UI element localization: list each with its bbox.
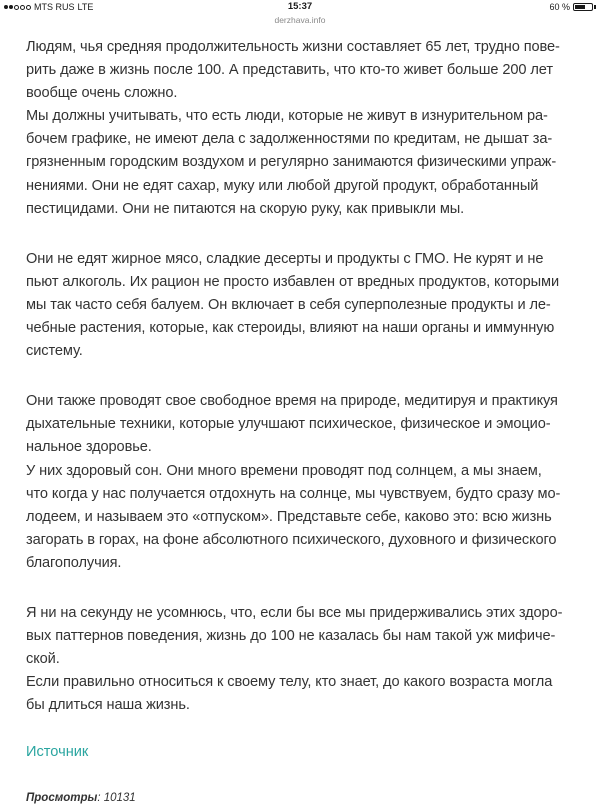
paragraph-line: У них здоровый сон. Они много времени проводят под солнцем, а мы знаем, xyxy=(26,462,542,479)
article-paragraph xyxy=(26,248,578,363)
paragraph-line: Я ни на секунду не усомнюсь, что, если бы все мы придерживались этих здоро- xyxy=(26,604,563,621)
battery-percent: 60 % xyxy=(549,2,570,12)
paragraph-line: Если правильно относиться к своему телу, кто знает, до какого возраста могла xyxy=(26,674,553,691)
battery-tip-icon xyxy=(594,5,596,9)
paragraph-line: нениями. Они не едят сахар, муку или любой другой продукт, обработанный xyxy=(26,177,539,194)
paragraph-line: грязненным городским воздухом и регулярно занимаются физическими упраж- xyxy=(26,154,557,171)
paragraph-line: вых паттернов поведения, жизнь до 100 не казалась бы нам такой уж мифиче- xyxy=(26,628,556,645)
paragraph-line: что когда у нас получается отдохнуть на солнце, мы чувствуем, будто сразу мо- xyxy=(26,485,561,502)
paragraph-line: мы так часто себя балуем. Он включает в себя суперполезные продукты и ле- xyxy=(26,296,551,313)
paragraph-line: рить даже в жизнь после 100. А представить, что кто-то живет больше 200 лет xyxy=(26,62,553,79)
status-right xyxy=(549,2,596,12)
network-type: LTE xyxy=(77,2,94,12)
paragraph-line: систему. xyxy=(26,343,83,360)
article-body xyxy=(0,28,600,804)
paragraph-line: загорать в горах, на фоне абсолютного психического, духовного и физического xyxy=(26,531,557,548)
paragraph-line: пьют алкоголь. Их рацион не просто избавлен от вредных продуктов, которыми xyxy=(26,273,560,290)
url-bar[interactable]: derzhava.info xyxy=(274,15,326,25)
carrier-name: MTS RUS xyxy=(34,2,75,12)
paragraph-line: ской. xyxy=(26,651,60,668)
paragraph-line: вообще очень сложно. xyxy=(26,85,178,102)
paragraph-line: дыхательные техники, которые улучшают психическое, физическое и эмоцио- xyxy=(26,416,551,433)
article-paragraph xyxy=(26,602,578,717)
views-count: 10131 xyxy=(103,792,136,804)
paragraph-line: чебные растения, которые, как стероиды, влияют на наши органы и иммунную xyxy=(26,320,555,337)
paragraph-line: Мы должны учитывать, что есть люди, которые не живут в изнурительном ра- xyxy=(26,108,548,125)
status-time: 15:37 xyxy=(287,1,313,12)
views-counter: Просмотры: 10131 xyxy=(26,792,136,804)
paragraph-line: Они не едят жирное мясо, сладкие десерты и продукты с ГМО. Не курят и не xyxy=(26,250,544,267)
paragraph-line: бочем графике, не имеют дела с задолженностями по кредитам, не дышат за- xyxy=(26,131,553,148)
article-paragraphs xyxy=(26,36,578,717)
views-label: Просмотры xyxy=(26,792,98,804)
battery-icon xyxy=(573,3,593,11)
paragraph-line: нальное здоровье. xyxy=(26,439,152,456)
paragraph-line: благополучия. xyxy=(26,554,122,571)
paragraph-line: Они также проводят свое свободное время на природе, медитируя и практикуя xyxy=(26,393,558,410)
paragraph-line: лодеем, и называем это «отпуском». Представьте себе, каково это: всю жизнь xyxy=(26,508,552,525)
article-paragraph xyxy=(26,36,578,221)
paragraph-line: бы длиться наша жизнь. xyxy=(26,697,190,714)
paragraph-line: пестицидами. Они не питаются на скорую руку, как привыкли мы. xyxy=(26,200,465,217)
source-link[interactable]: Источник xyxy=(26,744,89,761)
status-bar xyxy=(0,0,600,14)
article-paragraph xyxy=(26,390,578,575)
paragraph-line: Людям, чья средняя продолжительность жизни составляет 65 лет, трудно пове- xyxy=(26,39,560,55)
